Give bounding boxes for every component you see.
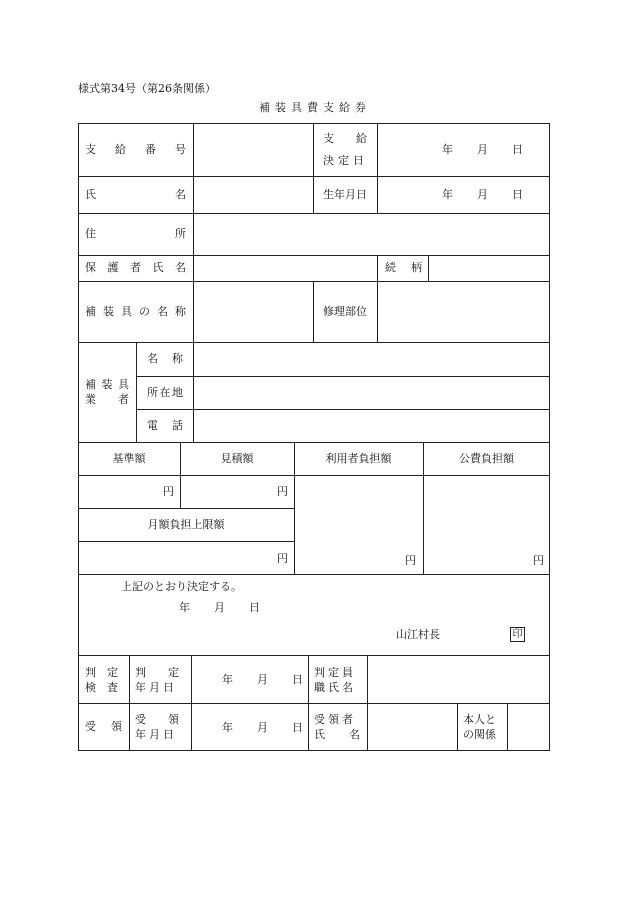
column-divider bbox=[428, 255, 429, 281]
date-day: 日 bbox=[292, 673, 303, 686]
column-divider bbox=[193, 342, 194, 442]
column-divider bbox=[136, 342, 137, 442]
date-month: 月 bbox=[477, 143, 488, 156]
row-divider bbox=[78, 703, 550, 704]
date-day: 日 bbox=[512, 188, 523, 201]
row-divider bbox=[78, 541, 294, 542]
estimate-amount-label: 見積額 bbox=[220, 452, 254, 465]
row-divider bbox=[78, 574, 550, 575]
receipt-date-label-2: 年月日 bbox=[135, 728, 177, 741]
repair-part-label: 修理部位 bbox=[323, 305, 367, 318]
public-burden-unit: 円 bbox=[533, 554, 544, 567]
row-divider bbox=[136, 376, 550, 377]
column-divider bbox=[457, 703, 458, 751]
date-year: 年 bbox=[442, 143, 453, 156]
row-divider bbox=[78, 213, 550, 214]
date-month: 月 bbox=[214, 601, 225, 614]
row-divider bbox=[78, 475, 550, 476]
document-title: 補装具費支給券 bbox=[259, 101, 371, 114]
relation-to-person-label: 本人と bbox=[463, 713, 496, 726]
row-divider bbox=[78, 281, 550, 282]
column-divider bbox=[377, 255, 378, 281]
date-month: 月 bbox=[257, 721, 268, 734]
user-burden-unit: 円 bbox=[405, 554, 416, 567]
user-burden-label: 利用者負担額 bbox=[325, 452, 392, 465]
date-day: 日 bbox=[292, 721, 303, 734]
payment-decision-label: 支 給 bbox=[323, 132, 367, 145]
estimate-amount-unit: 円 bbox=[277, 485, 288, 498]
seal-mark: 印 bbox=[510, 627, 525, 642]
column-divider bbox=[129, 655, 130, 751]
vendor-location-label: 所 在 地 bbox=[147, 386, 183, 399]
column-divider bbox=[507, 703, 508, 751]
date-month: 月 bbox=[477, 188, 488, 201]
relation-to-person-label-2: の関係 bbox=[463, 728, 496, 741]
standard-amount-unit: 円 bbox=[163, 485, 174, 498]
date-month: 月 bbox=[257, 673, 268, 686]
birth-date-label: 生年月日 bbox=[323, 188, 367, 201]
decision-statement: 上記のとおり決定する。 bbox=[121, 580, 242, 593]
date-year: 年 bbox=[222, 721, 233, 734]
address-label: 住 所 bbox=[85, 227, 186, 240]
public-burden-label: 公費負担額 bbox=[459, 452, 514, 465]
date-day: 日 bbox=[512, 143, 523, 156]
inspection-label-2: 検 査 bbox=[85, 681, 118, 694]
column-divider bbox=[308, 655, 309, 751]
column-divider bbox=[367, 655, 368, 751]
monthly-limit-label: 月額負担上限額 bbox=[147, 518, 225, 531]
column-divider bbox=[191, 655, 192, 751]
vendor-phone-label: 電 話 bbox=[147, 419, 183, 432]
vendor-group-label: 補 装 具 bbox=[85, 378, 129, 391]
date-year: 年 bbox=[222, 673, 233, 686]
date-day: 日 bbox=[249, 601, 260, 614]
row-divider bbox=[78, 442, 550, 443]
column-divider bbox=[377, 281, 378, 342]
column-divider bbox=[377, 123, 378, 213]
recipient-label-2: 氏 名 bbox=[314, 728, 360, 741]
row-divider bbox=[78, 176, 550, 177]
monthly-limit-unit: 円 bbox=[277, 552, 288, 565]
inspection-label: 判 定 bbox=[85, 666, 118, 679]
relationship-label: 続 柄 bbox=[385, 261, 422, 274]
inspector-label-2: 職氏名 bbox=[314, 681, 356, 694]
form-table bbox=[78, 123, 550, 751]
row-divider bbox=[78, 508, 294, 509]
vendor-name-label: 名 称 bbox=[147, 352, 183, 365]
guardian-name-label: 保 護 者 氏 名 bbox=[85, 261, 186, 274]
row-divider bbox=[78, 342, 550, 343]
date-year: 年 bbox=[179, 601, 190, 614]
form-id: 様式第34号（第26条関係） bbox=[78, 82, 216, 95]
inspection-date-label-2: 年月日 bbox=[135, 681, 177, 694]
column-divider bbox=[313, 281, 314, 342]
row-divider bbox=[78, 655, 550, 656]
mayor-title: 山江村長 bbox=[396, 628, 440, 641]
standard-amount-label: 基準額 bbox=[112, 452, 146, 465]
name-label: 氏 名 bbox=[85, 188, 186, 201]
inspector-label: 判定員 bbox=[314, 666, 356, 679]
date-year: 年 bbox=[442, 188, 453, 201]
payment-number-label: 支 給 番 号 bbox=[85, 143, 186, 156]
recipient-label: 受領者 bbox=[314, 713, 356, 726]
receipt-date-label: 受 領 bbox=[135, 713, 179, 726]
row-divider bbox=[78, 255, 550, 256]
payment-decision-label-2: 決定日 bbox=[323, 154, 368, 167]
row-divider bbox=[136, 409, 550, 410]
receipt-label: 受 領 bbox=[85, 720, 122, 733]
inspection-date-label: 判 定 bbox=[135, 666, 179, 679]
device-name-label: 補 装 具 の 名 称 bbox=[85, 305, 186, 318]
vendor-group-label-2: 業 者 bbox=[85, 393, 129, 406]
column-divider bbox=[193, 123, 194, 342]
column-divider bbox=[313, 123, 314, 213]
